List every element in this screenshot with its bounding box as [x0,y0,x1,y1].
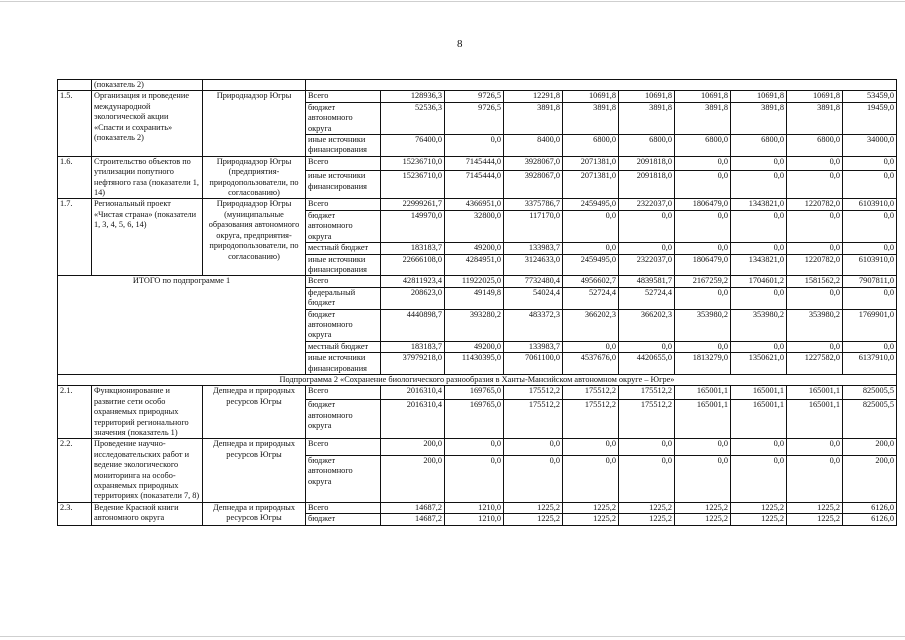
amount-cell: 169765,0 [445,386,504,400]
amount-cell: 0,0 [843,243,897,254]
funding-source: бюджет автономного округа [306,400,381,439]
amount-cell: 14687,2 [381,514,445,525]
amount-cell: 7145444,0 [445,156,504,171]
funding-source: иные источники финансирования [306,171,381,199]
amount-cell: 0,0 [675,243,731,254]
page-bottom-edge [0,636,905,637]
amount-cell: 6103910,0 [843,199,897,210]
amount-cell: 10691,8 [563,91,619,102]
amount-cell: 175512,2 [504,386,563,400]
amount-cell: 52724,4 [563,287,619,309]
amount-cell: 1581562,2 [787,276,843,287]
amount-cell: 1225,2 [504,514,563,525]
amount-cell: 22666108,0 [381,254,445,276]
amount-cell: 1343821,0 [731,199,787,210]
amount-cell: 1225,2 [619,514,675,525]
amount-cell: 483372,3 [504,309,563,341]
amount-cell: 175512,2 [619,386,675,400]
amount-cell: 0,0 [563,439,619,456]
activity-name: (показатель 2) [92,80,203,91]
row-number: 1.5. [58,91,92,156]
amount-cell: 353980,2 [731,309,787,341]
amount-cell: 1225,2 [731,514,787,525]
amount-cell: 1210,0 [445,514,504,525]
amount-cell: 6800,0 [731,135,787,157]
amount-cell: 4839581,7 [619,276,675,287]
amount-cell: 49200,0 [445,243,504,254]
amount-cell: 42811923,4 [381,276,445,287]
amount-cell: 2016310,4 [381,400,445,439]
amount-cell: 6800,0 [787,135,843,157]
amount-cell: 165001,1 [731,400,787,439]
amount-cell: 3891,8 [563,102,619,134]
row-number: 1.6. [58,156,92,199]
responsible-body: Природнадзор Югры (предприятия-природопользователи, по согласованию) [203,156,306,199]
amount-cell: 0,0 [675,156,731,171]
amount-cell: 825005,5 [843,386,897,400]
amount-cell: 0,0 [675,455,731,502]
responsible-body: Депнедра и природных ресурсов Югры [203,439,306,502]
amount-cell: 4537676,0 [563,353,619,375]
amount-cell: 2459495,0 [563,254,619,276]
funding-source: федеральный бюджет [306,287,381,309]
amount-cell: 0,0 [843,156,897,171]
funding-source: иные источники финансирования [306,254,381,276]
amount-cell: 0,0 [787,455,843,502]
funding-source: бюджет автономного округа [306,309,381,341]
amount-cell: 366202,3 [619,309,675,341]
amount-cell: 0,0 [787,171,843,199]
amount-cell: 2071381,0 [563,156,619,171]
amount-cell: 3928067,0 [504,171,563,199]
amount-cell: 1225,2 [731,502,787,513]
amount-cell: 1225,2 [675,514,731,525]
amount-cell: 34000,0 [843,135,897,157]
amount-cell: 4420655,0 [619,353,675,375]
row-number: 1.7. [58,199,92,276]
amount-cell: 208623,0 [381,287,445,309]
amount-cell: 2322037,0 [619,254,675,276]
amount-cell: 4956602,7 [563,276,619,287]
responsible-body [203,80,306,91]
amount-cell: 128936,3 [381,91,445,102]
amount-cell: 15236710,0 [381,171,445,199]
funding-source: бюджет автономного округа [306,455,381,502]
amount-cell: 0,0 [563,243,619,254]
amount-cell: 0,0 [787,287,843,309]
amount-cell: 7907811,0 [843,276,897,287]
amount-cell: 3928067,0 [504,156,563,171]
amount-cell: 1343821,0 [731,254,787,276]
funding-source: Всего [306,199,381,210]
table-row [58,439,897,456]
amount-cell: 165001,1 [787,400,843,439]
amount-cell: 8400,0 [504,135,563,157]
amount-cell: 1227582,0 [787,353,843,375]
funding-source: бюджет [306,514,381,525]
amount-cell: 19459,0 [843,102,897,134]
amount-cell: 1704601,2 [731,276,787,287]
amount-cell: 10691,8 [787,91,843,102]
funding-source: бюджет автономного округа [306,102,381,134]
amount-cell: 0,0 [445,455,504,502]
amount-cell: 825005,5 [843,400,897,439]
responsible-body: Природнадзор Югры [203,91,306,156]
amount-cell: 14687,2 [381,502,445,513]
table-row [58,156,897,171]
amount-cell: 3891,8 [504,102,563,134]
amount-cell: 2459495,0 [563,199,619,210]
amount-cell: 0,0 [731,210,787,242]
row-number [58,80,92,91]
amount-cell: 9726,5 [445,91,504,102]
amount-cell: 1225,2 [619,502,675,513]
funding-source: Всего [306,502,381,513]
row-number: 2.2. [58,439,92,502]
row-number: 2.1. [58,386,92,439]
amount-cell: 0,0 [731,341,787,352]
amount-cell: 0,0 [731,156,787,171]
amount-cell: 7732480,4 [504,276,563,287]
funding-source: местный бюджет [306,341,381,352]
amount-cell: 0,0 [843,287,897,309]
amount-cell: 7145444,0 [445,171,504,199]
amount-cell: 22999261,7 [381,199,445,210]
amount-cell: 0,0 [675,287,731,309]
amount-cell: 0,0 [504,455,563,502]
subprogram-title: Подпрограмма 2 «Сохранение биологического разнообразия в Ханты-Мансийском автономном округе – Югре» [58,374,897,385]
funding-source: Всего [306,386,381,400]
amount-cell: 0,0 [675,341,731,352]
amount-cell: 200,0 [843,439,897,456]
amount-cell: 0,0 [787,243,843,254]
amount-cell: 1225,2 [504,502,563,513]
amount-cell: 12291,8 [504,91,563,102]
amount-cell: 4440898,7 [381,309,445,341]
amount-cell: 0,0 [843,210,897,242]
funding-source: иные источники финансирования [306,353,381,375]
amount-cell: 7061100,0 [504,353,563,375]
amount-cell: 6126,0 [843,502,897,513]
responsible-body: Депнедра и природных ресурсов Югры [203,502,306,525]
funding-source: Всего [306,439,381,456]
amount-cell: 1225,2 [675,502,731,513]
amount-cell: 353980,2 [675,309,731,341]
amount-cell: 1210,0 [445,502,504,513]
amount-cell: 0,0 [731,287,787,309]
amount-cell: 133983,7 [504,341,563,352]
amount-cell: 0,0 [787,210,843,242]
amount-cell: 6126,0 [843,514,897,525]
table-row [58,91,897,102]
table-body [58,80,897,526]
amount-cell: 49200,0 [445,341,504,352]
amount-cell: 1350621,0 [731,353,787,375]
amount-cell: 2071381,0 [563,171,619,199]
table-row [58,276,897,287]
amount-cell: 149970,0 [381,210,445,242]
amount-cell: 2091818,0 [619,156,675,171]
amount-cell: 1806479,0 [675,199,731,210]
amount-cell: 1769901,0 [843,309,897,341]
amount-cell: 3375786,7 [504,199,563,210]
amount-cell: 0,0 [619,455,675,502]
amount-cell: 0,0 [787,341,843,352]
amount-cell: 37979218,0 [381,353,445,375]
amount-cell: 0,0 [843,341,897,352]
table-row [58,80,897,91]
amount-cell: 1225,2 [787,502,843,513]
amount-cell: 0,0 [675,439,731,456]
responsible-body: Депнедра и природных ресурсов Югры [203,386,306,439]
amount-cell: 183183,7 [381,243,445,254]
funding-source: бюджет автономного округа [306,210,381,242]
amount-cell: 76400,0 [381,135,445,157]
amount-cell: 52724,4 [619,287,675,309]
amount-cell: 2091818,0 [619,171,675,199]
amount-cell: 0,0 [731,171,787,199]
amount-cell: 0,0 [563,455,619,502]
amount-cell: 175512,2 [504,400,563,439]
table-row [58,386,897,400]
amount-cell: 0,0 [563,341,619,352]
amount-cell: 0,0 [445,135,504,157]
amount-cell: 175512,2 [563,386,619,400]
page-number: 8 [457,38,463,50]
empty-cell [306,80,897,91]
amount-cell: 175512,2 [619,400,675,439]
amount-cell: 6137910,0 [843,353,897,375]
amount-cell: 133983,7 [504,243,563,254]
table-row [58,199,897,210]
amount-cell: 32800,0 [445,210,504,242]
amount-cell: 10691,8 [675,91,731,102]
amount-cell: 0,0 [619,439,675,456]
amount-cell: 49149,8 [445,287,504,309]
amount-cell: 53459,0 [843,91,897,102]
amount-cell: 353980,2 [787,309,843,341]
amount-cell: 0,0 [619,341,675,352]
amount-cell: 200,0 [381,455,445,502]
amount-cell: 0,0 [619,243,675,254]
amount-cell: 15236710,0 [381,156,445,171]
amount-cell: 175512,2 [563,400,619,439]
amount-cell: 2016310,4 [381,386,445,400]
total-label: ИТОГО по подпрограмме 1 [58,276,306,375]
amount-cell: 0,0 [731,243,787,254]
subprogram-row [58,374,897,385]
amount-cell: 0,0 [445,439,504,456]
amount-cell: 4366951,0 [445,199,504,210]
page-top-edge [0,1,905,2]
activity-name: Функционирование и развитие сети особо охраняемых природных территорий регионального значения (показатель 1) [92,386,203,439]
funding-source: местный бюджет [306,243,381,254]
amount-cell: 0,0 [675,171,731,199]
amount-cell: 1806479,0 [675,254,731,276]
amount-cell: 52536,3 [381,102,445,134]
amount-cell: 54024,4 [504,287,563,309]
amount-cell: 200,0 [381,439,445,456]
amount-cell: 2322037,0 [619,199,675,210]
amount-cell: 6800,0 [675,135,731,157]
amount-cell: 3891,8 [787,102,843,134]
activity-name: Ведение Красной книги автономного округа [92,502,203,525]
amount-cell: 165001,1 [787,386,843,400]
amount-cell: 165001,1 [675,400,731,439]
amount-cell: 1813279,0 [675,353,731,375]
amount-cell: 0,0 [731,439,787,456]
table-row [58,502,897,513]
amount-cell: 165001,1 [731,386,787,400]
row-number: 2.3. [58,502,92,525]
funding-source: Всего [306,156,381,171]
budget-table [57,79,897,526]
amount-cell: 6103910,0 [843,254,897,276]
amount-cell: 6800,0 [619,135,675,157]
amount-cell: 1225,2 [563,502,619,513]
amount-cell: 165001,1 [675,386,731,400]
amount-cell: 366202,3 [563,309,619,341]
amount-cell: 0,0 [675,210,731,242]
amount-cell: 200,0 [843,455,897,502]
amount-cell: 0,0 [619,210,675,242]
amount-cell: 0,0 [563,210,619,242]
funding-source: Всего [306,91,381,102]
amount-cell: 9726,5 [445,102,504,134]
amount-cell: 183183,7 [381,341,445,352]
amount-cell: 0,0 [787,156,843,171]
amount-cell: 0,0 [843,171,897,199]
amount-cell: 169765,0 [445,400,504,439]
amount-cell: 117170,0 [504,210,563,242]
funding-source: иные источники финансирования [306,135,381,157]
amount-cell: 3124633,0 [504,254,563,276]
responsible-body: Природнадзор Югры (муниципальные образования автономного округа, предприятия-природопользователи, по согласованию) [203,199,306,276]
amount-cell: 10691,8 [619,91,675,102]
amount-cell: 1225,2 [563,514,619,525]
amount-cell: 11430395,0 [445,353,504,375]
amount-cell: 6800,0 [563,135,619,157]
amount-cell: 0,0 [787,439,843,456]
amount-cell: 0,0 [731,455,787,502]
amount-cell: 3891,8 [731,102,787,134]
amount-cell: 1220782,0 [787,254,843,276]
amount-cell: 3891,8 [619,102,675,134]
activity-name: Строительство объектов по утилизации попутного нефтяного газа (показатели 1, 14) [92,156,203,199]
amount-cell: 1220782,0 [787,199,843,210]
amount-cell: 2167259,2 [675,276,731,287]
amount-cell: 10691,8 [731,91,787,102]
amount-cell: 1225,2 [787,514,843,525]
amount-cell: 0,0 [504,439,563,456]
funding-source: Всего [306,276,381,287]
amount-cell: 393280,2 [445,309,504,341]
amount-cell: 4284951,0 [445,254,504,276]
amount-cell: 11922025,0 [445,276,504,287]
activity-name: Региональный проект «Чистая страна» (показатели 1, 3, 4, 5, 6, 14) [92,199,203,276]
activity-name: Проведение научно-исследовательских работ и ведение экологического мониторинга на особо-охраняемых природных территориях (показатели 7, 8) [92,439,203,502]
amount-cell: 3891,8 [675,102,731,134]
activity-name: Организация и проведение международной экологической акции «Спасти и сохранить» (показатель 2) [92,91,203,156]
